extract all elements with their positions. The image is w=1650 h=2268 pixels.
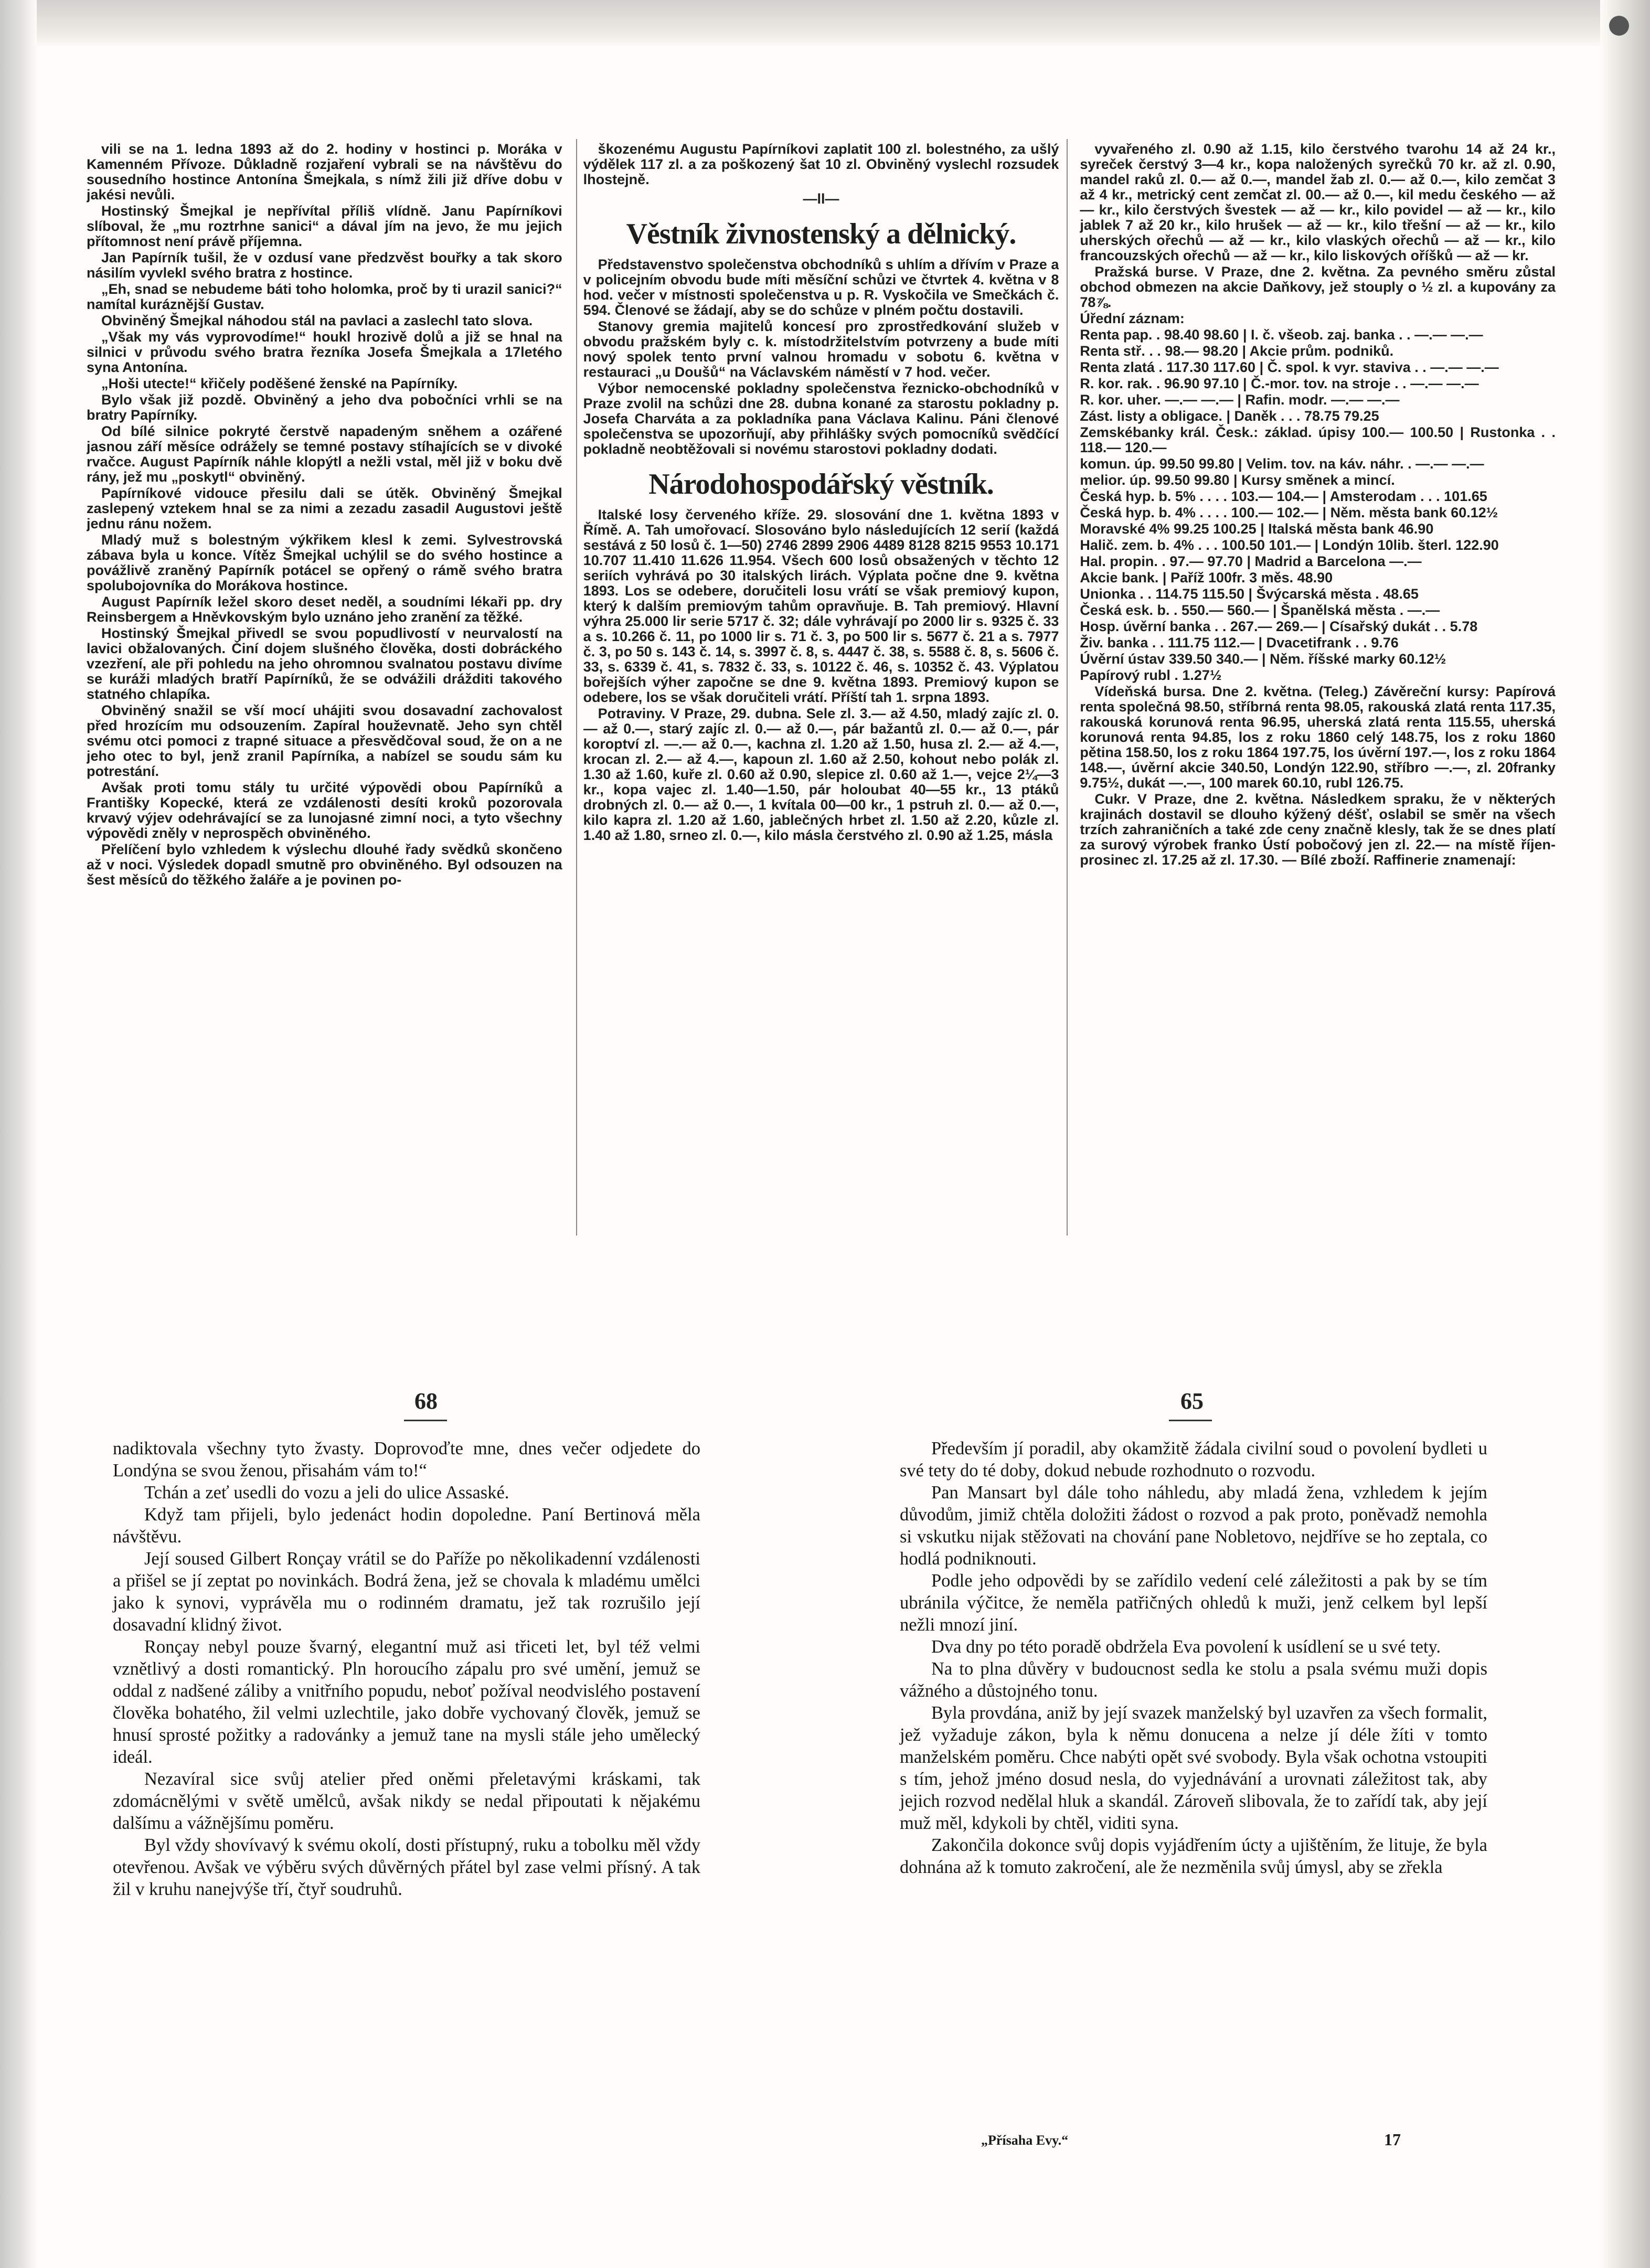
np-table-row: Renta zlatá . 117.30 117.60 | Č. spol. k vyr. staviva . . —.— —.— <box>1080 359 1499 375</box>
scan-corner-mark <box>1609 16 1629 36</box>
book-paragraph: Podle jeho odpovědi by se zařídilo vedení celé záležitosti a pak by se tím ubránila výčitce, že neměla patřičných ohledů k muži, jenž celkem byl lepší nežli mnozí jiní. <box>900 1571 1487 1635</box>
np-paragraph: Mladý muž s bolestným výkřikem klesl k zemi. Sylvestrovská zábava byla u konce. Vítěz Šmejkal uchýlil se do svého hostince a povážlivě zraněný Papírník potácel se opřený o rámě svého bratra spolubojovníka do Morákova hostince. <box>87 532 562 593</box>
np-table-row: Zást. listy a obligace. | Daněk . . . 78.75 79.25 <box>1080 408 1379 424</box>
book-paragraph: Pan Mansart byl dále toho náhledu, aby mladá žena, vzhledem k jejím důvodům, jimiž chtěla doložiti žádost o rozvod a pak proto, poněvadž nemohla si vskutku nijak stěžovati na chování pane Nobletovo, nejdříve se ho zeptala, co hodlá podniknouti. <box>900 1483 1487 1569</box>
np-table-row: melior. úp. 99.50 99.80 | Kursy směnek a mincí. <box>1080 472 1395 488</box>
np-paragraph: „Však my vás vyprovodíme!“ houkl hrozivě dolů a již se hnal na silnici v průvodu svého bratra řezníka Josefa Šmejkala a 17letého syna Antonína. <box>87 329 562 375</box>
book-paragraph: Když tam přijeli, bylo jedenáct hodin dopoledne. Paní Bertinová měla návštěvu. <box>113 1505 700 1547</box>
np-table-row: Hosp. úvěrní banka . . 267.— 269.— | Císařský dukát . . 5.78 <box>1080 619 1478 634</box>
np-paragraph: Cukr. V Praze, dne 2. května. Následkem spraku, že v některých krajinách dostavil se dlouho kýžený déšť, oslabil se směr na všech trzích zahraničních a také zde ceny značně klesly, tak že se dnes platí za surový výrobek franko Ústí pobočový jen zl. 22.— na místě říjen-prosinec zl. 17.25 až zl. 17.30. — Bílé zboží. Raffinerie znamenají: <box>1080 791 1556 868</box>
np-separator: —ll— <box>803 191 839 207</box>
scan-border-right <box>1600 0 1650 2268</box>
np-table-row: Úvěrní ústav 339.50 340.— | Něm. říšské marky 60.12½ <box>1080 651 1446 667</box>
np-heading-trade: Věstník živnostenský a dělnický. <box>626 218 1016 250</box>
np-paragraph: Hostinský Šmejkal přivedl se svou popudlivostí v neurvalostí na lavici obžalovaných. Činí dojem slušného člověka, dosti dobráckého vzezření, ale při pohledu na jeho ohromnou svalnatou postavu divíme se kuráži mladých bratří Papírníků, že se odvážili drážditi takového statného chlapíka. <box>87 625 562 702</box>
newspaper-column-2 <box>583 142 1059 1238</box>
scan-border-top <box>0 0 1650 47</box>
np-paragraph: vyvařeného zl. 0.90 až 1.15, kilo čerstvého tvarohu 14 až 24 kr., syreček čerstvý 3—4 kr., kopa naložených syrečků 70 kr. až zl. 0.90, mandel raků zl. 0.— až 0.—, mandel žab zl. 0.— až 0.—, kilo zemčat 3 až 4 kr., metrický cent zemčat zl. 00.— až 0.—, kil medu českého — až — kr., kilo čerstvých švestek — až — kr., kilo povidel — až — kr., kilo jablek 7 až 20 kr., kilo hrušek — až — kr., kilo třešní — až — kr., kilo uherských ořechů — až — kr., kilo vlaských ořechů — až — kr., kilo francouzských ořechů — až — kr., kilo liskových oříšků — až — kr. <box>1080 142 1556 263</box>
np-paragraph: Od bílé silnice pokryté čerstvě napadeným sněhem a ozářené jasnou září měsíce odrážely se temné postavy stíhajících se v divoké rvačce. August Papírník náhle klopýtl a nežli vstal, měl již v boku dvě rány, jež mu „poskytl“ obviněný. <box>87 423 562 485</box>
np-table-row: Moravské 4% 99.25 100.25 | Italská města bank 46.90 <box>1080 521 1434 537</box>
np-paragraph: Přelíčení bylo vzhledem k výslechu dlouhé řady svědků skončeno až v noci. Výsledek dopadl smutně pro obviněného. Byl odsouzen na šest měsíců do těžkého žaláře a je povinen po- <box>87 842 562 888</box>
np-subheading: Úřední záznam: <box>1080 311 1185 326</box>
book-paragraph: Byl vždy shovívavý k svému okolí, dosti přístupný, ruku a tobolku měl vždy otevřenou. Avšak ve výběru svých důvěrných přátel byl zase velmi přísný. A tak žil v kruhu nanejvýše tří, čtyř soudruhů. <box>113 1835 700 1899</box>
np-table-row: R. kor. uher. —.— —.— | Rafin. modr. —.— —.— <box>1080 392 1400 408</box>
column-divider <box>1067 139 1068 1236</box>
np-table-row: Akcie bank. | Paříž 100fr. 3 měs. 48.90 <box>1080 570 1333 585</box>
np-paragraph: „Hoši utecte!“ křičely poděšené ženské na Papírníky. <box>101 376 458 391</box>
book-paragraph: Byla provdána, aniž by její svazek manželský byl uzavřen za všech formalit, jež vyžaduje zákon, byla k němu donucena a nelze jí déle žíti v tomto manželském poměru. Chce nabýti opět své svobody. Byla však ochotna vstoupiti s tím, jehož jméno dosud nesla, do vyjednávání a urovnati záležitost tak, aby jejich rozvod nedělal hluk a skandál. Zároveň slibovala, že to zařídí tak, aby její muž měl, kdykoli by chtěl, viditi syna. <box>900 1703 1487 1833</box>
np-paragraph: Bylo však již pozdě. Obviněný a jeho dva pobočníci vrhli se na bratry Papírníky. <box>87 392 562 423</box>
np-table-row: Zemskébanky král. Česk.: základ. úpisy 100.— 100.50 | Rustonka . . 118.— 120.— <box>1080 424 1556 455</box>
np-heading-economy: Národohospodářský věstník. <box>648 468 994 501</box>
page-number-right: 65 <box>1180 1388 1204 1414</box>
np-paragraph: Obviněný Šmejkal náhodou stál na pavlaci a zaslechl tato slova. <box>101 313 533 328</box>
newspaper-column-1 <box>87 142 562 1238</box>
np-table-row: Papírový rubl . 1.27½ <box>1080 667 1222 683</box>
np-paragraph: Pražská burse. V Praze, dne 2. května. Za pevného směru zůstal obchod obmezen na akcie Daňkovy, jež stouply o ½ zl. a kupovány za 78⅞. <box>1080 264 1556 310</box>
np-table-row: Česká esk. b. . 550.— 560.— | Španělská města . —.— <box>1080 602 1440 618</box>
book-page-right <box>900 1438 1487 1878</box>
book-paragraph: Především jí poradil, aby okamžitě žádala civilní soud o povolení bydleti u své tety do té doby, dokud nebude rozhodnuto o rozvodu. <box>900 1439 1487 1481</box>
newspaper-clipping <box>87 142 1556 1238</box>
book-signature-number: 17 <box>1384 2130 1401 2149</box>
page-number-rule <box>1169 1420 1212 1421</box>
np-paragraph: vili se na 1. ledna 1893 až do 2. hodiny v hostinci p. Moráka v Kamenném Přívoze. Důkladně rozjaření vybrali se na návštěvu do sousedního hostince Antonína Šmejkala, s nímž žili již dříve dobu v jakési nevůli. <box>87 142 562 203</box>
book-paragraph: Ronçay nebyl pouze švarný, elegantní muž asi třiceti let, byl též velmi vznětlivý a dosti romantický. Pln horoucího zápalu pro své umění, jemuž se oddal z nadšené záliby a vnitřního popudu, neboť požíval neodvislého postavení člověka bohatého, žil velmi uzlechtile, jako dobře vychovaný člověk, jemuž se hnusí sprosté požitky a radovánky a jemuž tane na mysli stále jeho umělecký ideál. <box>113 1637 700 1767</box>
np-paragraph: Avšak proti tomu stály tu určité výpovědi obou Papírníků a Františky Kopecké, která ze vzdálenosti desíti kroků pozorovala krvavý výjev odehrávající se za lunojasné zimní noci, a tyto všechny výpovědi zněly v neprospěch obviněného. <box>87 780 562 841</box>
np-paragraph: Obviněný snažil se vší mocí uhájiti svou dosavadní zachovalost před hrozícím mu odsouzením. Zapíral houževnatě. Jeho syn chtěl svému otci pomoci z trapné situace a přesvědčoval soud, že on a ne jeho otec to byl, jenž zranil Papírníka, a nabízel se soudu sám ku potrestání. <box>87 702 562 779</box>
np-paragraph: Papírníkové vidouce přesilu dali se útěk. Obviněný Šmejkal zaslepený vztekem hnal se za nimi a zezadu zasadil Augustovi ještě jednu ránu nožem. <box>87 485 562 531</box>
np-table-row: Česká hyp. b. 5% . . . . 103.— 104.— | Amsterodam . . . 101.65 <box>1080 488 1487 504</box>
np-paragraph: Italské losy červeného kříže. 29. slosování dne 1. května 1893 v Římě. A. Tah umořovací. Slosováno bylo následujících 12 serií (každá sestává z 50 losů č. 1—50) 2746 2899 2906 4489 8128 8215 9553 10.171 10.707 11.410 11.626 11.954. Všech 600 losů obsažených v těchto 12 seriích vyhrává po 30 italských lirách. Výplata počne dne 9. května 1893. Los se odebere, doručiteli losu vrátí se však premiový kupon, který k dalším premiovým tahům opravňuje. B. Tah premiový. Hlavní výhra 25.000 lir serie 5717 č. 32; dále vyhrávají po 2000 lir s. 9325 č. 33 a s. 10.266 č. 11, po 1000 lir s. 71 č. 3, po 500 lir s. 5677 č. 21 a s. 7977 č. 3, po 50 s. 143 č. 14, s. 3997 č. 8, s. 4447 č. 38, s. 5588 č. 8, s. 5606 č. 33, s. 6339 č. 41, s. 7832 č. 33, s. 10122 č. 46, s. 10352 č. 43. Výplatou bořejších výher započne se dne 9. května 1893. Premiový kupon se odebere, los se však doručiteli vrátí. Příští tah 1. srpna 1893. <box>583 507 1059 705</box>
book-paragraph: Nezavíral sice svůj atelier před oněmi přeletavými kráskami, tak zdomácnělými v světě umělců, avšak nikdy se nedal připoutati k nějakému dalšímu a vážnějšímu poměru. <box>113 1769 700 1833</box>
np-paragraph: Potraviny. V Praze, 29. dubna. Sele zl. 3.— až 4.50, mladý zajíc zl. 0.— až 0.—, starý zajíc zl. 0.— až 0.—, pár bažantů zl. 0.— až 0.—, pár koroptví zl. —.— až 0.—, kachna zl. 1.20 až 1.50, husa zl. 2.— až 4.—, krocan zl. 2.— až 4.—, kapoun zl. 1.60 až 2.50, kohout nebo polák zl. 1.30 až 1.60, kuře zl. 0.60 až 0.90, slepice zl. 0.60 až 1.—, vejce 2¼—3 kr., kopa vajec zl. 1.40—1.50, pár holoubat 40—55 kr., 13 ptáků drobných zl. 0.— až 0.—, 1 kvítala 00—00 kr., 1 pstruh zl. 0.— až 0.—, kilo kapra zl. 1.20 až 1.60, jablečných hrbet zl. 1.50 až 2.20, kůzle zl. 1.40 až 1.80, srneo zl. 0.—, kilo másla čerstvého zl. 0.90 až 1.25, másla <box>583 706 1059 843</box>
np-table-row: komun. úp. 99.50 99.80 | Velim. tov. na káv. náhr. . —.— —.— <box>1080 456 1484 472</box>
page-number-rule <box>404 1420 447 1421</box>
book-paragraph: Tchán a zeť usedli do vozu a jeli do ulice Assaské. <box>144 1483 509 1503</box>
column-divider <box>576 139 577 1236</box>
np-paragraph: Vídeňská bursa. Dne 2. května. (Teleg.) Závěreční kursy: Papírová renta společná 98.50, stříbrná renta 98.05, rakouská zlatá renta 117.35, rakouská korunová renta 96.95, uherská zlatá renta 115.55, uherská korunová renta 94.85, los z roku 1860 celý 148.75, los z roku 1860 pětina 158.50, los z roku 1864 197.75, los úvěrní 197.—, los z roku 1864 148.—, úvěrní akcie 340.50, Londýn 122.90, stříbro —.—, zl. 20franky 9.75½, dukát —.—, 100 marek 60.10, rubl 126.75. <box>1080 684 1556 791</box>
book-paragraph: nadiktovala všechny tyto žvasty. Doprovoďte mne, dnes večer odjedete do Londýna se svou ženou, přisahám vám to!“ <box>113 1439 700 1481</box>
np-paragraph: Jan Papírník tušil, že v ozdusí vane předzvěst bouřky a tak skoro násilím vyvlekl svého bratra z hostince. <box>87 250 562 281</box>
np-paragraph: Představenstvo společenstva obchodníků s uhlím a dřívím v Praze a v policejním obvodu bude míti měsíční schůzi ve čtvrtek 4. května v 8 hod. večer v místnosti společenstva u p. R. Vyskočila ve Smečkách č. 594. Členové se žádají, aby se do schůze v plném počtu dostavili. <box>583 257 1059 318</box>
np-table-row: Renta stř. . . 98.— 98.20 | Akcie prům. podniků. <box>1080 343 1394 359</box>
np-table-row: Unionka . . 114.75 115.50 | Švýcarská města . 48.65 <box>1080 586 1419 602</box>
np-table-row: Halič. zem. b. 4% . . . 100.50 101.— | Londýn 10lib. šterl. 122.90 <box>1080 537 1499 553</box>
np-table-row: Renta pap. . 98.40 98.60 | I. č. všeob. zaj. banka . . —.— —.— <box>1080 327 1483 343</box>
np-paragraph: Hostinský Šmejkal je nepřívítal příliš vlídně. Janu Papírníkovi slíboval, že „mu roztrhne sanici“ a dával jím na jevo, že mu jejich přítomnost není právě příjemna. <box>87 203 562 249</box>
book-footer-title: „Přísaha Evy.“ <box>981 2133 1069 2148</box>
book-paragraph: Dva dny po této poradě obdržela Eva povolení k usídlení se u své tety. <box>931 1637 1441 1657</box>
np-table-row: Hal. propin. . 97.— 97.70 | Madrid a Barcelona —.— <box>1080 553 1422 569</box>
newspaper-column-3 <box>1080 142 1556 1238</box>
book-paragraph: Její soused Gilbert Ronçay vrátil se do Paříže po několikadenní vzdálenosti a přišel se jí zeptat po novinkách. Bodrá žena, jež se chovala k mladému umělci jako k synovi, vyprávěla mu o rodinném dramatu, jež tak rozrušilo její dosavadní klidný život. <box>113 1549 700 1635</box>
page-number-left: 68 <box>414 1388 438 1414</box>
np-table-row: Živ. banka . . 111.75 112.— | Dvacetifrank . . 9.76 <box>1080 635 1399 651</box>
book-page-left <box>113 1438 700 1900</box>
np-table-row: Česká hyp. b. 4% . . . . 100.— 102.— | Něm. města bank 60.12½ <box>1080 505 1498 520</box>
book-paragraph: Na to plna důvěry v budoucnost sedla ke stolu a psala svému muži dopis vážného a důstojného tonu. <box>900 1659 1487 1701</box>
scan-border-left <box>0 0 37 2268</box>
np-paragraph: „Eh, snad se nebudeme báti toho holomka, proč by ti urazil sanici?“ namítal kuráznější Gustav. <box>87 281 562 312</box>
book-paragraph: Zakončila dokonce svůj dopis vyjádřením úcty a ujištěním, že lituje, že byla dohnána až k tomuto zakročení, ale že nezměnila svůj úmysl, aby se zřekla <box>900 1835 1487 1877</box>
np-table-row: R. kor. rak. . 96.90 97.10 | Č.-mor. tov. na stroje . . —.— —.— <box>1080 376 1479 391</box>
np-paragraph: škozenému Augustu Papírníkovi zaplatit 100 zl. bolestného, za ušlý výdělek 117 zl. a za poškozený šat 10 zl. Obviněný vyslechl rozsudek lhostejně. <box>583 142 1059 187</box>
np-paragraph: Výbor nemocenské pokladny společenstva řeznicko-obchodníků v Praze zvolil na schůzi dne 28. dubna konané za starostu pokladny p. Josefa Charváta a za pokladníka pana Václava Kalinu. Páni členové společenstva se upozorňují, aby přihlášky svých pomocníků svědčící pokladně neobtěžovali si novému starostovi pokladny dodati. <box>583 380 1059 457</box>
np-paragraph: August Papírník ležel skoro deset neděl, a soudními lékaři pp. dry Reinsbergem a Hněvkovským bylo uznáno jeho zranění za těžké. <box>87 594 562 625</box>
np-paragraph: Stanovy gremia majitelů koncesí pro zprostředkování služeb v obvodu pražském byly c. k. místodržitelstvím potvrzeny a bude míti nový spolek tento první valnou hromadu v sobotu 6. května v restauraci „u Doušů“ na Václavském náměstí v 7 hod. večer. <box>583 318 1059 380</box>
